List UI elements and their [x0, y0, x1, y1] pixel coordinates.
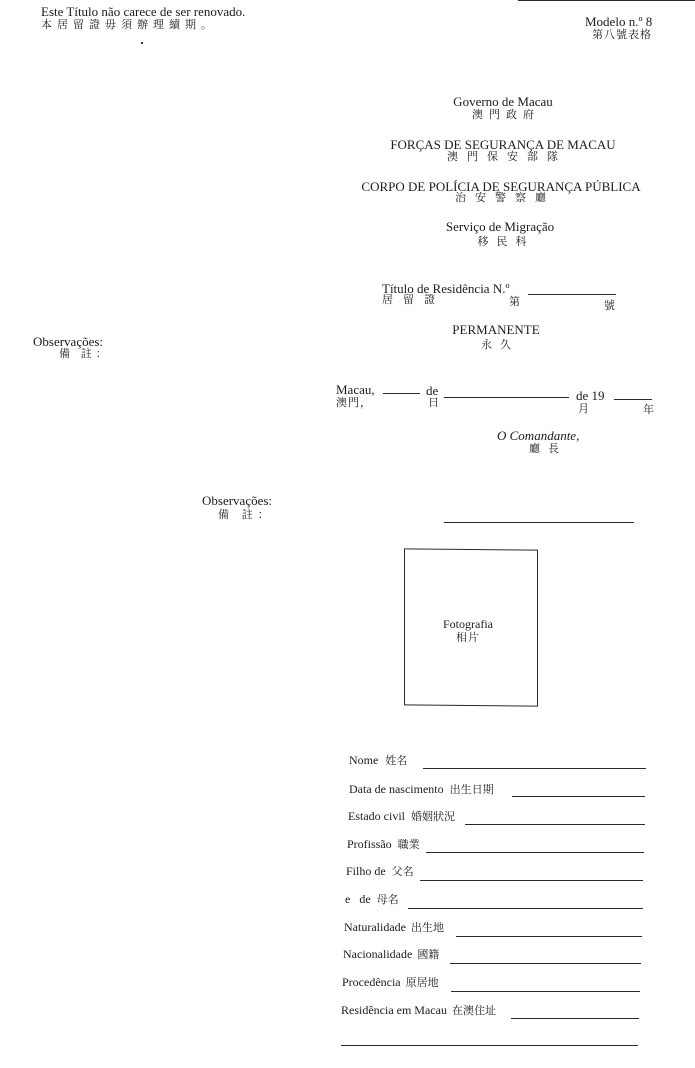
- field-father-line[interactable]: [420, 880, 643, 881]
- forces-pt: FORÇAS DE SEGURANÇA DE MACAU: [390, 137, 616, 152]
- field-label-pt: Nome: [349, 753, 379, 767]
- permanent-zh: 永久: [481, 339, 519, 351]
- service-pt: Serviço de Migração: [445, 219, 555, 234]
- field-residence-line-2[interactable]: [341, 1045, 638, 1046]
- field-label-zh: 出生日期: [449, 784, 494, 796]
- signature-line: [444, 522, 634, 523]
- field-birth-date-line[interactable]: [512, 796, 645, 797]
- date-day-line: [383, 393, 420, 394]
- field-label-zh: 出生地: [410, 922, 444, 934]
- police-zh: 治安警察廳: [455, 192, 555, 204]
- field-origin-line[interactable]: [451, 991, 640, 992]
- field-residence: [341, 1002, 496, 1018]
- field-origin: [342, 974, 439, 990]
- photo-label-zh: 相片: [456, 632, 480, 644]
- field-label-pt: Filho de: [346, 864, 386, 878]
- field-nationality-line[interactable]: [450, 963, 641, 964]
- field-label-zh: 母名: [376, 894, 399, 906]
- model-number-pt: Modelo n.º 8: [585, 14, 653, 29]
- field-label-zh: 婚姻狀況: [411, 811, 455, 823]
- residence-title-zh-mid: 第: [509, 296, 521, 308]
- residence-title-pt: Título de Residência N.º: [382, 281, 510, 296]
- date-city-pt: Macau,: [336, 382, 375, 397]
- field-profession: [347, 836, 420, 852]
- field-birth-date: [349, 781, 494, 797]
- renewal-note-pt: Este Título não carece de ser renovado.: [41, 4, 246, 19]
- field-label-pt: e de: [345, 892, 371, 906]
- residence-title-zh-right: 號: [604, 300, 616, 312]
- police-pt: CORPO DE POLÍCIA DE SEGURANÇA PÚBLICA: [361, 179, 641, 194]
- date-year-line: [614, 399, 652, 400]
- field-residence-line[interactable]: [511, 1018, 639, 1019]
- field-mother: [345, 891, 399, 907]
- observations-left-pt: Observações:: [33, 334, 104, 349]
- field-label-zh: 在澳住址: [451, 1005, 496, 1017]
- date-de1: de: [426, 383, 439, 398]
- field-label-pt: Profissão: [347, 837, 392, 851]
- field-label-zh: 父名: [391, 866, 414, 878]
- date-year-zh: 年: [643, 404, 655, 416]
- date-city-zh: 澳門，: [336, 397, 372, 409]
- forces-zh: 澳門保安部隊: [447, 151, 567, 163]
- field-nationality: [343, 946, 439, 962]
- observations-left-zh: 備 註：: [59, 348, 111, 360]
- date-day-zh: 日: [428, 397, 440, 409]
- field-name-line[interactable]: [423, 768, 646, 769]
- field-name: [349, 752, 407, 768]
- field-label-pt: Data de nascimento: [349, 782, 444, 796]
- field-civil-status-line[interactable]: [465, 824, 645, 825]
- field-label-pt: Naturalidade: [344, 920, 406, 934]
- field-label-zh: 原居地: [405, 977, 439, 989]
- government-pt: Governo de Macau: [453, 94, 553, 109]
- residence-number-line: [528, 294, 616, 295]
- field-label-pt: Nacionalidade: [343, 947, 413, 961]
- field-birthplace-line[interactable]: [456, 936, 642, 937]
- renewal-note-zh: 本居留證毋須辦理續期。: [41, 19, 217, 31]
- residence-title-zh: 居留證: [382, 294, 445, 306]
- date-de2: de 19: [576, 388, 605, 403]
- model-number-zh: 第八號表格: [592, 29, 652, 41]
- field-birthplace: [344, 919, 444, 935]
- field-label-zh: 姓名: [385, 755, 408, 767]
- field-civil-status: [348, 808, 455, 824]
- permanent-pt: PERMANENTE: [452, 322, 540, 337]
- service-zh: 移民科: [477, 236, 535, 248]
- field-label-pt: Residência em Macau: [341, 1003, 447, 1017]
- date-month-line: [444, 397, 569, 398]
- field-label-pt: Estado civil: [348, 809, 405, 823]
- field-label-pt: Procedência: [342, 975, 401, 989]
- field-label-zh: 職業: [397, 839, 420, 851]
- government-zh: 澳門政府: [472, 109, 540, 121]
- observations-mid-zh: 備 註：: [218, 509, 274, 521]
- field-mother-line[interactable]: [408, 908, 643, 909]
- photo-label-pt: Fotografia: [443, 617, 493, 631]
- top-edge-line: [518, 0, 695, 1]
- date-month-zh: 月: [578, 403, 590, 415]
- field-father: [346, 863, 414, 879]
- commander-pt: O Comandante,: [497, 428, 580, 443]
- field-label-zh: 國籍: [417, 949, 440, 961]
- dot-mark: [141, 42, 143, 44]
- field-profession-line[interactable]: [426, 852, 644, 853]
- observations-mid-pt: Observações:: [202, 493, 273, 508]
- commander-zh: 廳長: [529, 443, 567, 455]
